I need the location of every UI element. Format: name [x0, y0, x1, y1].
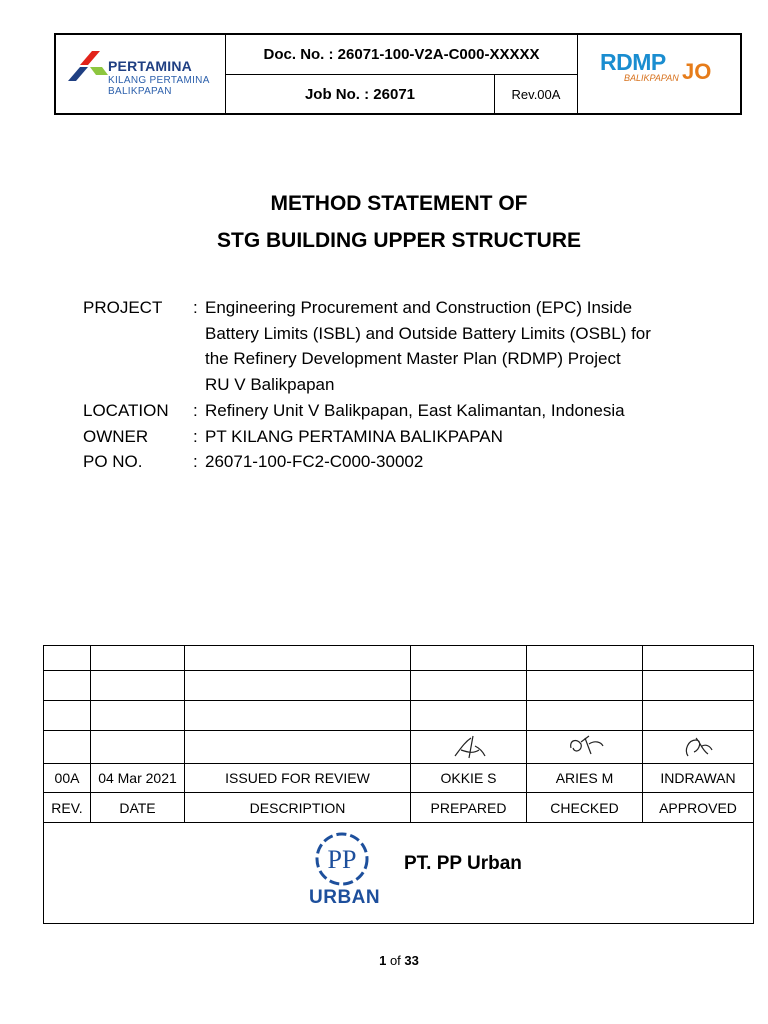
pertamina-subtitle-1: KILANG PERTAMINA	[108, 75, 210, 86]
current-page: 1	[379, 953, 387, 968]
table-row	[44, 671, 754, 701]
pertamina-mark-icon	[66, 47, 108, 83]
owner-label: OWNER	[83, 426, 149, 446]
location-row	[83, 398, 705, 424]
contractor-block	[43, 823, 754, 924]
total-pages: 33	[404, 953, 419, 968]
page-of-label: of	[389, 953, 401, 968]
checked-cell: ARIES M	[527, 764, 643, 793]
location-colon: :	[193, 400, 198, 420]
project-line: Battery Limits (ISBL) and Outside Battery Limits (OSBL) for	[205, 323, 651, 343]
rev-header: REV.	[44, 793, 91, 823]
pp-urban-logo-icon	[310, 831, 374, 889]
date-header: DATE	[91, 793, 185, 823]
project-line: RU V Balikpapan	[205, 375, 335, 395]
owner-value: PT KILANG PERTAMINA BALIKPAPAN	[205, 426, 503, 446]
table-row	[44, 701, 754, 731]
pertamina-subtitle-2: BALIKPAPAN	[108, 86, 172, 97]
signature-row	[44, 731, 754, 764]
po-colon: :	[193, 452, 198, 472]
project-line: the Refinery Development Master Plan (RDMP) Project	[205, 349, 621, 369]
date-cell: 04 Mar 2021	[91, 764, 185, 793]
pertamina-logo	[56, 35, 226, 113]
prepared-signature	[449, 732, 489, 762]
project-info	[83, 295, 705, 475]
location-label: LOCATION	[83, 400, 169, 420]
document-title-line-1: METHOD STATEMENT OF	[270, 192, 528, 215]
owner-row	[83, 424, 705, 450]
description-header: DESCRIPTION	[185, 793, 411, 823]
table-row	[44, 646, 754, 671]
project-label: PROJECT	[83, 298, 163, 317]
owner-colon: :	[193, 426, 198, 446]
rdmp-jo-logo	[578, 35, 740, 113]
revision-number: Rev.00A	[511, 86, 561, 102]
header-info	[226, 35, 578, 113]
project-value	[205, 295, 705, 398]
project-colon: :	[193, 298, 198, 317]
revision-table	[43, 645, 754, 823]
rdmp-text: RDMP	[600, 49, 666, 75]
contractor-name: PT. PP Urban	[404, 853, 522, 874]
document-title-line-2: STG BUILDING UPPER STRUCTURE	[216, 229, 581, 252]
checked-header: CHECKED	[527, 793, 643, 823]
checked-signature	[563, 732, 607, 762]
po-label: PO NO.	[83, 452, 143, 472]
prepared-header: PREPARED	[411, 793, 527, 823]
project-row	[83, 295, 705, 398]
rev-cell: 00A	[44, 764, 91, 793]
pp-logo-letters: PP	[327, 845, 357, 874]
description-cell: ISSUED FOR REVIEW	[185, 764, 411, 793]
page-number	[0, 953, 768, 968]
pertamina-name: PERTAMINA	[108, 58, 192, 74]
approved-cell: INDRAWAN	[643, 764, 754, 793]
revision-header-row	[44, 793, 754, 823]
approved-signature	[678, 732, 718, 762]
project-line: Engineering Procurement and Construction (EPC) Inside	[205, 298, 633, 317]
pp-logo-subtext: URBAN	[309, 887, 381, 908]
document-header	[54, 33, 742, 115]
location-value: Refinery Unit V Balikpapan, East Kalimantan, Indonesia	[205, 400, 625, 420]
revision-row	[44, 764, 754, 793]
prepared-cell: OKKIE S	[411, 764, 527, 793]
po-value: 26071-100-FC2-C000-30002	[205, 452, 424, 472]
rdmp-subtext: BALIKPAPAN	[624, 73, 679, 83]
doc-number: Doc. No. : 26071-100-V2A-C000-XXXXX	[226, 35, 577, 75]
approved-header: APPROVED	[643, 793, 754, 823]
jo-text: JO	[682, 59, 712, 84]
po-row	[83, 449, 705, 475]
job-number: Job No. : 26071	[226, 75, 495, 113]
